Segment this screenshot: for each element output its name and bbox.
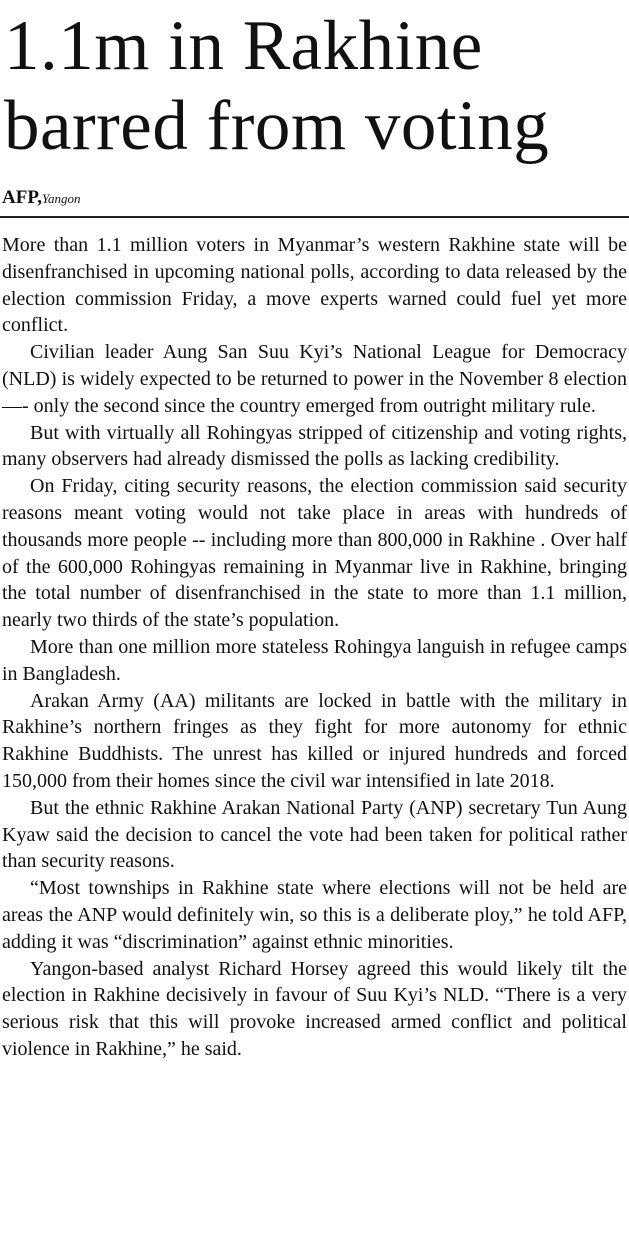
headline: 1.1m in Rakhine barred from voting xyxy=(4,7,550,165)
paragraph: But with virtually all Rohingyas stripped of citizenship and voting rights, many observers had already dismissed the polls as lacking credibility. xyxy=(2,421,627,471)
paragraph: But the ethnic Rakhine Arakan National Party (ANP) secretary Tun Aung Kyaw said the decision to cancel the vote had been taken for political rather than security reasons. xyxy=(2,796,627,873)
paragraph: Arakan Army (AA) militants are locked in battle with the military in Rakhine’s northern fringes as they fight for more autonomy for ethnic Rakhine Buddhists. The unrest has killed or injured hundreds and forced 150,000 from their homes since the civil war intensified in late 2018. xyxy=(2,689,627,792)
byline-location: Yangon xyxy=(41,191,81,206)
paragraph: Yangon-based analyst Richard Horsey agreed this would likely tilt the election in Rakhine decisively in favour of Suu Kyi’s NLD. “There is a very serious risk that this will provoke increased armed conflict and political violence in Rakhine,” he said. xyxy=(2,957,627,1060)
paragraph: On Friday, citing security reasons, the election commission said security reasons meant voting would not take place in areas with hundreds of thousands more people -- including more than 800,000 in Rakhine . Over half of the 600,000 Rohingyas remaining in Myanmar live in Rakhine, bringing the total number of disenfranchised in the state to more than 1.1 million, nearly two thirds of the state’s population. xyxy=(2,475,627,632)
byline xyxy=(2,186,81,211)
paragraph: “Most townships in Rakhine state where elections will not be held are areas the ANP would definitely win, so this is a deliberate ploy,” he told AFP, adding it was “discrimination” against ethnic minorities. xyxy=(2,877,627,953)
paragraph: More than one million more stateless Rohingya languish in refugee camps in Bangladesh. xyxy=(2,635,627,685)
byline-agency: AFP, xyxy=(2,187,42,208)
paragraph: Civilian leader Aung San Suu Kyi’s National League for Democracy (NLD) is widely expected to be returned to power in the November 8 election —- only the second since the country emerged from outright military rule. xyxy=(2,341,627,417)
article-body xyxy=(2,232,627,1063)
divider-rule xyxy=(0,216,629,218)
paragraph: More than 1.1 million voters in Myanmar’s western Rakhine state will be disenfranchised in upcoming national polls, according to data released by the election commission Friday, a move experts warned could fuel yet more conflict. xyxy=(2,234,627,337)
